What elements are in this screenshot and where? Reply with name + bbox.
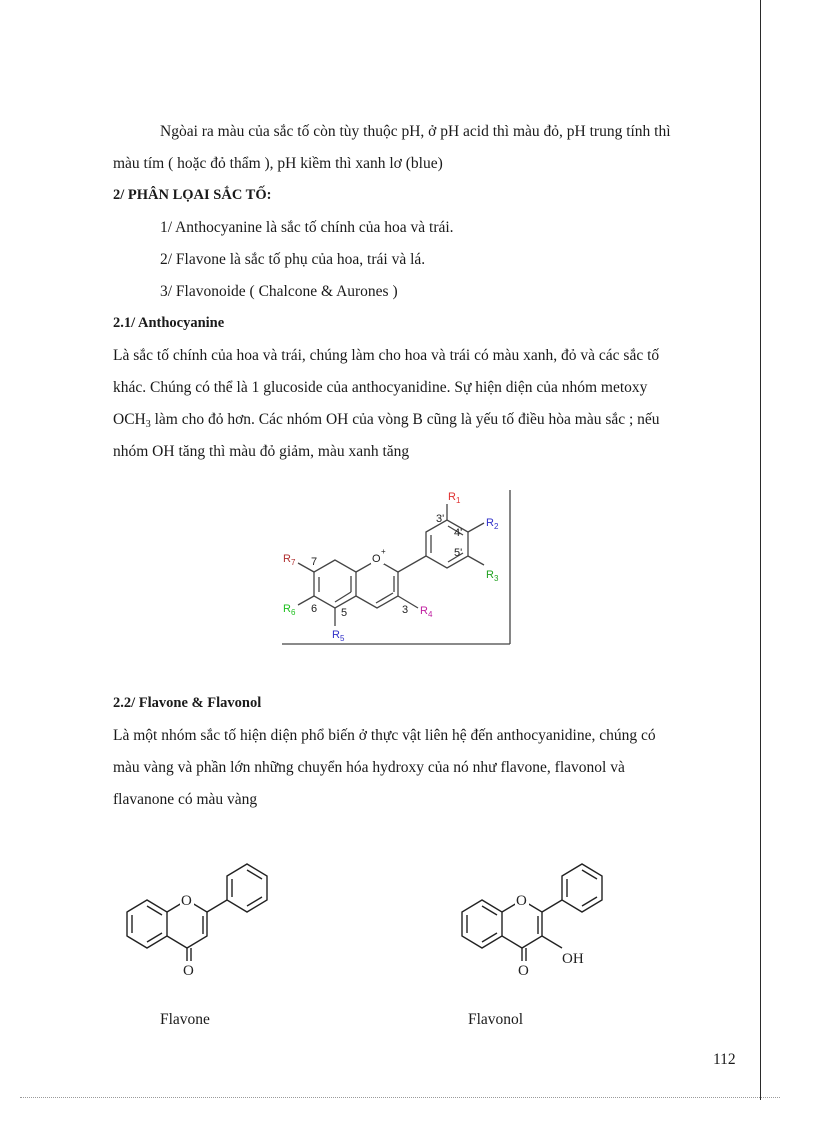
page-frame-right-border	[760, 0, 761, 1100]
flavone-carbonyl-label: O	[183, 963, 194, 979]
flavone-line-1: Là một nhóm sắc tố hiện diện phổ biến ở thực vật liên hệ đến anthocyanidine, chúng có	[113, 727, 656, 744]
flavone-ring-b	[227, 864, 267, 912]
section-2-2-heading: 2.2/ Flavone & Flavonol	[113, 695, 262, 711]
page-frame-bottom-border	[20, 1097, 780, 1098]
anthocyanine-line-3-rest: làm cho đỏ hơn. Các nhóm OH của vòng B cũng là yếu tố điều hòa màu sắc ; nếu	[150, 411, 660, 428]
r4-label: $R_4$	[420, 605, 433, 619]
intro-line-1: Ngòai ra màu của sắc tố còn tùy thuộc pH, ở pH acid thì màu đỏ, pH trung tính thì	[160, 123, 671, 140]
r2-label: $R_2$	[486, 517, 499, 531]
classification-item-3: 3/ Flavonoide ( Chalcone & Aurones )	[160, 283, 398, 300]
flavonol-structure	[460, 862, 680, 982]
flavone-line-2: màu vàng và phần lớn những chuyển hóa hydroxy của nó như flavone, flavonol và	[113, 759, 625, 776]
anthocyanine-line-4: nhóm OH tăng thì màu đỏ giảm, màu xanh tăng	[113, 443, 410, 460]
flavone-structure	[125, 862, 325, 982]
flavone-line-3: flavanone có màu vàng	[113, 791, 258, 808]
position-5prime-label: 5'	[454, 547, 463, 559]
position-7-label: 7	[311, 556, 318, 568]
flavonol-ring-b	[562, 864, 602, 912]
position-6-label: 6	[311, 603, 318, 615]
position-3prime-label: 3'	[436, 513, 445, 525]
position-5-label: 5	[341, 607, 348, 619]
metoxy-formula: OCH	[113, 411, 146, 428]
flavone-ring-a	[127, 900, 167, 948]
metoxy-subscript: 3	[145, 419, 151, 430]
classification-item-1: 1/ Anthocyanine là sắc tố chính của hoa và trái.	[160, 219, 454, 236]
classification-item-2: 2/ Flavone là sắc tố phụ của hoa, trái và lá.	[160, 251, 426, 268]
anthocyanine-line-1: Là sắc tố chính của hoa và trái, chúng làm cho hoa và trái có màu xanh, đỏ và các sắc tố	[113, 347, 660, 364]
ring-c	[356, 560, 398, 608]
r1-label: $R_1$	[448, 491, 461, 505]
page-number: 112	[713, 1051, 736, 1068]
flavonol-ring-a	[462, 900, 502, 948]
anthocyanidine-structure	[280, 488, 520, 648]
r3-label: $R_3$	[486, 569, 499, 583]
oxygen-label: O	[372, 553, 381, 565]
anthocyanine-line-3	[113, 404, 740, 436]
r7-label: $R_7$	[283, 553, 296, 567]
r6-label: $R_6$	[283, 603, 296, 617]
flavonol-caption: Flavonol	[468, 1011, 524, 1028]
flavonol-oxygen-label: O	[516, 893, 527, 909]
oxonium-charge: +	[381, 547, 386, 556]
flavonol-carbonyl-label: O	[518, 963, 529, 979]
position-4prime-label: 4'	[454, 527, 463, 539]
ring-a	[314, 560, 356, 608]
section-2-1-heading: 2.1/ Anthocyanine	[113, 315, 225, 331]
section-2-heading: 2/ PHÂN LỌAI SẮC TỐ:	[113, 187, 272, 203]
intro-line-2: màu tím ( hoặc đỏ thẩm ), pH kiềm thì xanh lơ (blue)	[113, 155, 443, 172]
anthocyanine-line-2: khác. Chúng có thể là 1 glucoside của anthocyanidine. Sự hiện diện của nhóm metoxy	[113, 379, 648, 396]
position-3-label: 3	[402, 604, 409, 616]
flavone-oxygen-label: O	[181, 893, 192, 909]
flavone-caption: Flavone	[160, 1011, 210, 1028]
flavonol-hydroxyl-label: OH	[562, 951, 584, 967]
r5-label: $R_5$	[332, 629, 345, 643]
